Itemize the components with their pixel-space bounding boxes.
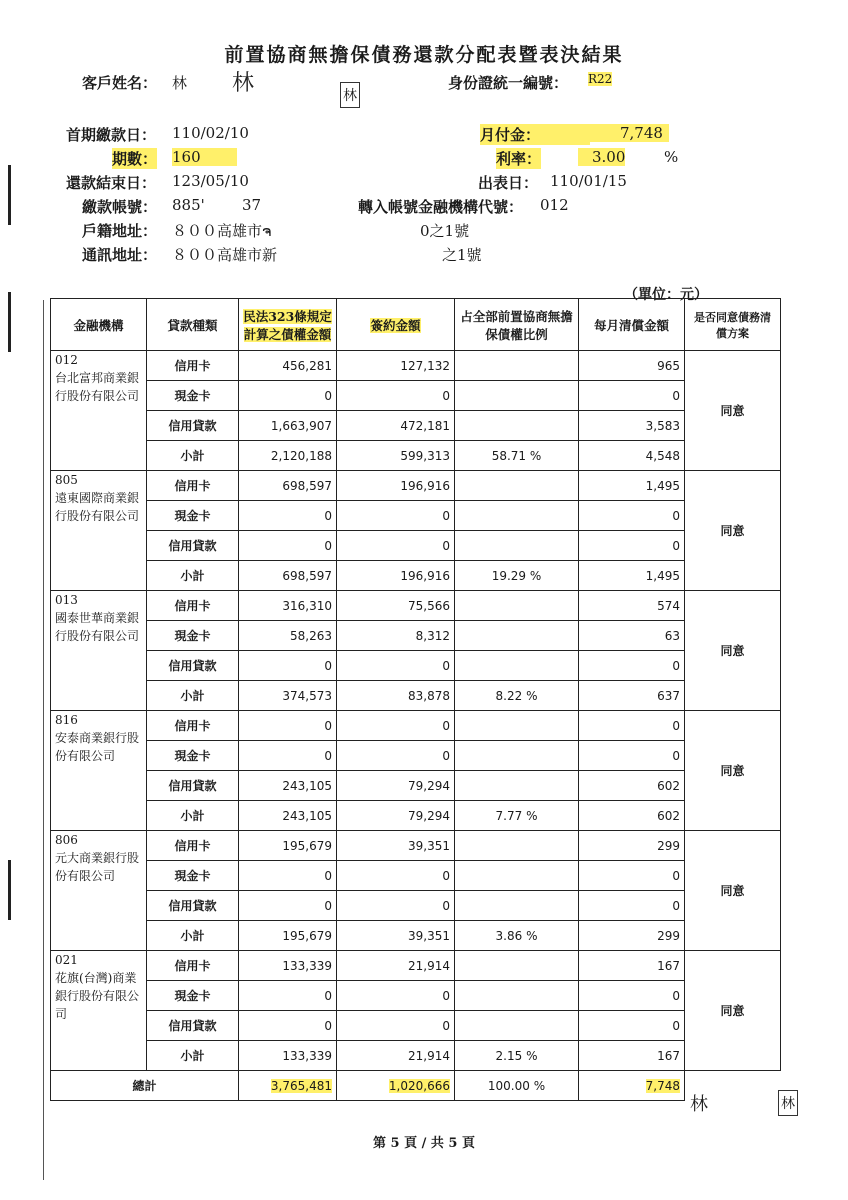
bank-code: 012 <box>55 353 78 367</box>
monthly-amount: 602 <box>579 801 685 831</box>
id-label: 身份證統一編號： <box>448 74 569 92</box>
loan-type: 小計 <box>147 801 239 831</box>
signed-amount: 0 <box>337 981 455 1011</box>
household-address: ８００高雄市ຈ <box>172 222 272 240</box>
signed-amount: 196,916 <box>337 471 455 501</box>
loan-type: 小計 <box>147 441 239 471</box>
agree-cell: 同意 <box>685 351 781 471</box>
header-monthly: 每月清償金額 <box>579 299 685 351</box>
ratio <box>455 711 579 741</box>
table-row <box>51 351 781 381</box>
ratio <box>455 591 579 621</box>
page-title: 前置協商無擔保債務還款分配表暨表決結果 <box>224 44 624 66</box>
monthly-amount: 0 <box>579 501 685 531</box>
agree-cell: 同意 <box>685 471 781 591</box>
signed-amount: 21,914 <box>337 1041 455 1071</box>
customer-signature: 林 <box>232 71 255 96</box>
account-value: 885' <box>172 196 205 214</box>
issue-date-label: 出表日： <box>478 174 539 192</box>
account-label: 繳款帳號： <box>82 198 158 216</box>
table-row <box>51 1041 781 1071</box>
loan-type: 信用卡 <box>147 471 239 501</box>
loan-type: 現金卡 <box>147 621 239 651</box>
table-row <box>51 591 781 621</box>
civil-amount: 133,339 <box>239 1041 337 1071</box>
rate-unit: % <box>664 148 679 166</box>
bank-name: 安泰商業銀行股份有限公司 <box>55 731 140 763</box>
table-row <box>51 621 781 651</box>
rate-label: 利率： <box>496 150 542 168</box>
ratio: 7.77 % <box>455 801 579 831</box>
table-row <box>51 531 781 561</box>
monthly-value: 7,748 <box>590 124 669 142</box>
header-civil <box>239 299 337 351</box>
civil-amount: 0 <box>239 381 337 411</box>
civil-amount: 2,120,188 <box>239 441 337 471</box>
agree-cell: 同意 <box>685 951 781 1071</box>
total-signature: 林 <box>690 1094 708 1115</box>
civil-amount: 456,281 <box>239 351 337 381</box>
table-row <box>51 801 781 831</box>
civil-amount: 195,679 <box>239 921 337 951</box>
bank-cell <box>51 351 147 471</box>
first-pay-label: 首期繳款日： <box>66 126 157 144</box>
signed-amount: 0 <box>337 741 455 771</box>
table-row <box>51 711 781 741</box>
ratio <box>455 951 579 981</box>
table-row <box>51 741 781 771</box>
ratio <box>455 411 579 441</box>
signed-amount: 599,313 <box>337 441 455 471</box>
monthly-amount: 965 <box>579 351 685 381</box>
monthly-amount: 0 <box>579 651 685 681</box>
page-footer: 第 5 頁 / 共 5 頁 <box>373 1136 475 1151</box>
signed-amount: 0 <box>337 861 455 891</box>
civil-amount: 0 <box>239 531 337 561</box>
end-date-value: 123/05/10 <box>172 172 249 190</box>
total-label: 總計 <box>51 1071 239 1101</box>
monthly-amount: 0 <box>579 1011 685 1041</box>
customer-name: 林 <box>172 74 188 92</box>
mailing-label: 通訊地址： <box>82 246 158 264</box>
table-row <box>51 441 781 471</box>
header-agree: 是否同意債務清償方案 <box>685 299 781 351</box>
table-body <box>51 351 781 1071</box>
monthly-amount: 299 <box>579 921 685 951</box>
binder-mark <box>8 165 11 225</box>
bank-name: 台北富邦商業銀行股份有限公司 <box>55 371 140 403</box>
monthly-amount: 574 <box>579 591 685 621</box>
monthly-label: 月付金： <box>480 124 590 145</box>
binder-mark <box>8 292 11 352</box>
account-value-suffix: 37 <box>242 196 262 214</box>
table-row <box>51 1011 781 1041</box>
signed-amount: 0 <box>337 651 455 681</box>
monthly-amount: 3,583 <box>579 411 685 441</box>
signed-amount: 196,916 <box>337 561 455 591</box>
monthly-amount: 0 <box>579 741 685 771</box>
total-row <box>51 1071 781 1101</box>
bank-cell <box>51 591 147 711</box>
table-row <box>51 411 781 441</box>
allocation-table <box>50 298 781 1101</box>
bank-name: 元大商業銀行股份有限公司 <box>55 851 140 883</box>
signed-amount: 0 <box>337 501 455 531</box>
civil-amount: 0 <box>239 741 337 771</box>
signed-amount: 8,312 <box>337 621 455 651</box>
ratio: 3.86 % <box>455 921 579 951</box>
civil-amount: 1,663,907 <box>239 411 337 441</box>
loan-type: 信用卡 <box>147 591 239 621</box>
mailing-address-suffix: 之1號 <box>442 246 482 264</box>
civil-amount: 0 <box>239 981 337 1011</box>
civil-amount: 0 <box>239 501 337 531</box>
table-row <box>51 981 781 1011</box>
ratio: 2.15 % <box>455 1041 579 1071</box>
civil-amount: 243,105 <box>239 801 337 831</box>
table-row <box>51 681 781 711</box>
monthly-amount: 1,495 <box>579 561 685 591</box>
loan-type: 小計 <box>147 561 239 591</box>
civil-amount: 698,597 <box>239 471 337 501</box>
loan-type: 現金卡 <box>147 981 239 1011</box>
total-signed-text: 1,020,666 <box>388 1078 450 1093</box>
bank-code: 806 <box>55 833 78 847</box>
header-type: 貸款種類 <box>147 299 239 351</box>
ratio <box>455 981 579 1011</box>
header-ratio: 占全部前置協商無擔保債權比例 <box>455 299 579 351</box>
bank-name: 花旗(台灣)商業銀行股份有限公司 <box>55 971 140 1021</box>
total-civil <box>239 1071 337 1101</box>
table-row <box>51 921 781 951</box>
signed-amount: 39,351 <box>337 831 455 861</box>
ratio <box>455 771 579 801</box>
loan-type: 信用貸款 <box>147 891 239 921</box>
monthly-amount: 63 <box>579 621 685 651</box>
table-row <box>51 831 781 861</box>
monthly-amount: 167 <box>579 1041 685 1071</box>
bank-code: 013 <box>55 593 78 607</box>
bank-cell <box>51 711 147 831</box>
monthly-amount: 0 <box>579 711 685 741</box>
ratio <box>455 501 579 531</box>
loan-type: 信用貸款 <box>147 411 239 441</box>
bank-cell <box>51 831 147 951</box>
header-bank: 金融機構 <box>51 299 147 351</box>
customer-seal: 林 <box>340 82 360 108</box>
issue-date-value: 110/01/15 <box>550 172 627 190</box>
ratio <box>455 381 579 411</box>
total-monthly <box>579 1071 685 1101</box>
table-row <box>51 381 781 411</box>
loan-type: 信用卡 <box>147 951 239 981</box>
loan-type: 現金卡 <box>147 501 239 531</box>
bank-cell <box>51 471 147 591</box>
bank-code: 805 <box>55 473 78 487</box>
civil-amount: 0 <box>239 861 337 891</box>
total-monthly-text: 7,748 <box>645 1078 680 1093</box>
table-row <box>51 891 781 921</box>
binder-mark <box>8 860 11 920</box>
civil-amount: 0 <box>239 711 337 741</box>
civil-amount: 243,105 <box>239 771 337 801</box>
loan-type: 現金卡 <box>147 381 239 411</box>
monthly-amount: 637 <box>579 681 685 711</box>
table-row <box>51 501 781 531</box>
id-value: R22 <box>588 72 613 86</box>
total-signed <box>337 1071 455 1101</box>
transfer-code-value: 012 <box>540 196 569 214</box>
signed-amount: 0 <box>337 1011 455 1041</box>
signed-amount: 0 <box>337 891 455 921</box>
loan-type: 信用貸款 <box>147 651 239 681</box>
loan-type: 信用貸款 <box>147 1011 239 1041</box>
mailing-address: ８００高雄市新 <box>172 246 278 264</box>
monthly-amount: 299 <box>579 831 685 861</box>
civil-amount: 0 <box>239 891 337 921</box>
rate-value: 3.00 <box>578 148 625 166</box>
signed-amount: 83,878 <box>337 681 455 711</box>
monthly-amount: 0 <box>579 531 685 561</box>
total-civil-text: 3,765,481 <box>270 1078 332 1093</box>
monthly-amount: 0 <box>579 981 685 1011</box>
civil-amount: 58,263 <box>239 621 337 651</box>
loan-type: 小計 <box>147 681 239 711</box>
civil-amount: 316,310 <box>239 591 337 621</box>
left-border-line <box>43 300 44 1180</box>
table-row <box>51 951 781 981</box>
loan-type: 現金卡 <box>147 741 239 771</box>
total-seal: 林 <box>778 1090 798 1116</box>
signed-amount: 79,294 <box>337 771 455 801</box>
signed-amount: 21,914 <box>337 951 455 981</box>
table-row <box>51 471 781 501</box>
loan-type: 信用卡 <box>147 831 239 861</box>
ratio <box>455 891 579 921</box>
civil-amount: 0 <box>239 1011 337 1041</box>
ratio <box>455 531 579 561</box>
ratio: 8.22 % <box>455 681 579 711</box>
signed-amount: 0 <box>337 531 455 561</box>
signed-amount: 0 <box>337 711 455 741</box>
total-ratio: 100.00 % <box>455 1071 579 1101</box>
ratio <box>455 1011 579 1041</box>
loan-type: 信用卡 <box>147 711 239 741</box>
civil-amount: 133,339 <box>239 951 337 981</box>
monthly-amount: 0 <box>579 861 685 891</box>
table-row <box>51 561 781 591</box>
monthly-amount: 0 <box>579 891 685 921</box>
table-header-row <box>51 299 781 351</box>
loan-type: 信用卡 <box>147 351 239 381</box>
first-pay-value: 110/02/10 <box>172 124 249 142</box>
monthly-amount: 4,548 <box>579 441 685 471</box>
end-date-label: 還款結束日： <box>66 174 157 192</box>
bank-name: 國泰世華商業銀行股份有限公司 <box>55 611 140 643</box>
agree-cell: 同意 <box>685 711 781 831</box>
signed-amount: 39,351 <box>337 921 455 951</box>
household-address-suffix: 0之1號 <box>420 222 470 240</box>
loan-type: 小計 <box>147 1041 239 1071</box>
bank-name: 遠東國際商業銀行股份有限公司 <box>55 491 140 523</box>
unit-label: （單位：元） <box>624 287 708 303</box>
signed-amount: 75,566 <box>337 591 455 621</box>
ratio <box>455 351 579 381</box>
header-civil-text: 民法323條規定計算之債權金額 <box>243 308 332 342</box>
civil-amount: 374,573 <box>239 681 337 711</box>
ratio <box>455 471 579 501</box>
monthly-amount: 602 <box>579 771 685 801</box>
loan-type: 現金卡 <box>147 861 239 891</box>
ratio <box>455 741 579 771</box>
ratio: 19.29 % <box>455 561 579 591</box>
bank-cell <box>51 951 147 1071</box>
ratio <box>455 651 579 681</box>
loan-type: 信用貸款 <box>147 771 239 801</box>
table-row <box>51 651 781 681</box>
monthly-amount: 0 <box>579 381 685 411</box>
civil-amount: 698,597 <box>239 561 337 591</box>
header-signed-text: 簽約金額 <box>370 317 421 333</box>
table-row <box>51 861 781 891</box>
signed-amount: 472,181 <box>337 411 455 441</box>
signed-amount: 0 <box>337 381 455 411</box>
periods-value: 160 <box>172 148 237 166</box>
monthly-amount: 167 <box>579 951 685 981</box>
loan-type: 信用貸款 <box>147 531 239 561</box>
bank-code: 816 <box>55 713 78 727</box>
transfer-code-label: 轉入帳號金融機構代號： <box>358 198 524 216</box>
periods-label: 期數： <box>112 150 158 168</box>
header-signed <box>337 299 455 351</box>
civil-amount: 0 <box>239 651 337 681</box>
signed-amount: 79,294 <box>337 801 455 831</box>
agree-cell: 同意 <box>685 831 781 951</box>
bank-code: 021 <box>55 953 78 967</box>
ratio: 58.71 % <box>455 441 579 471</box>
monthly-amount: 1,495 <box>579 471 685 501</box>
ratio <box>455 621 579 651</box>
ratio <box>455 831 579 861</box>
signed-amount: 127,132 <box>337 351 455 381</box>
ratio <box>455 861 579 891</box>
agree-cell: 同意 <box>685 591 781 711</box>
table-row <box>51 771 781 801</box>
civil-amount: 195,679 <box>239 831 337 861</box>
household-label: 戶籍地址： <box>82 222 158 240</box>
loan-type: 小計 <box>147 921 239 951</box>
customer-name-label: 客戶姓名： <box>82 74 158 92</box>
